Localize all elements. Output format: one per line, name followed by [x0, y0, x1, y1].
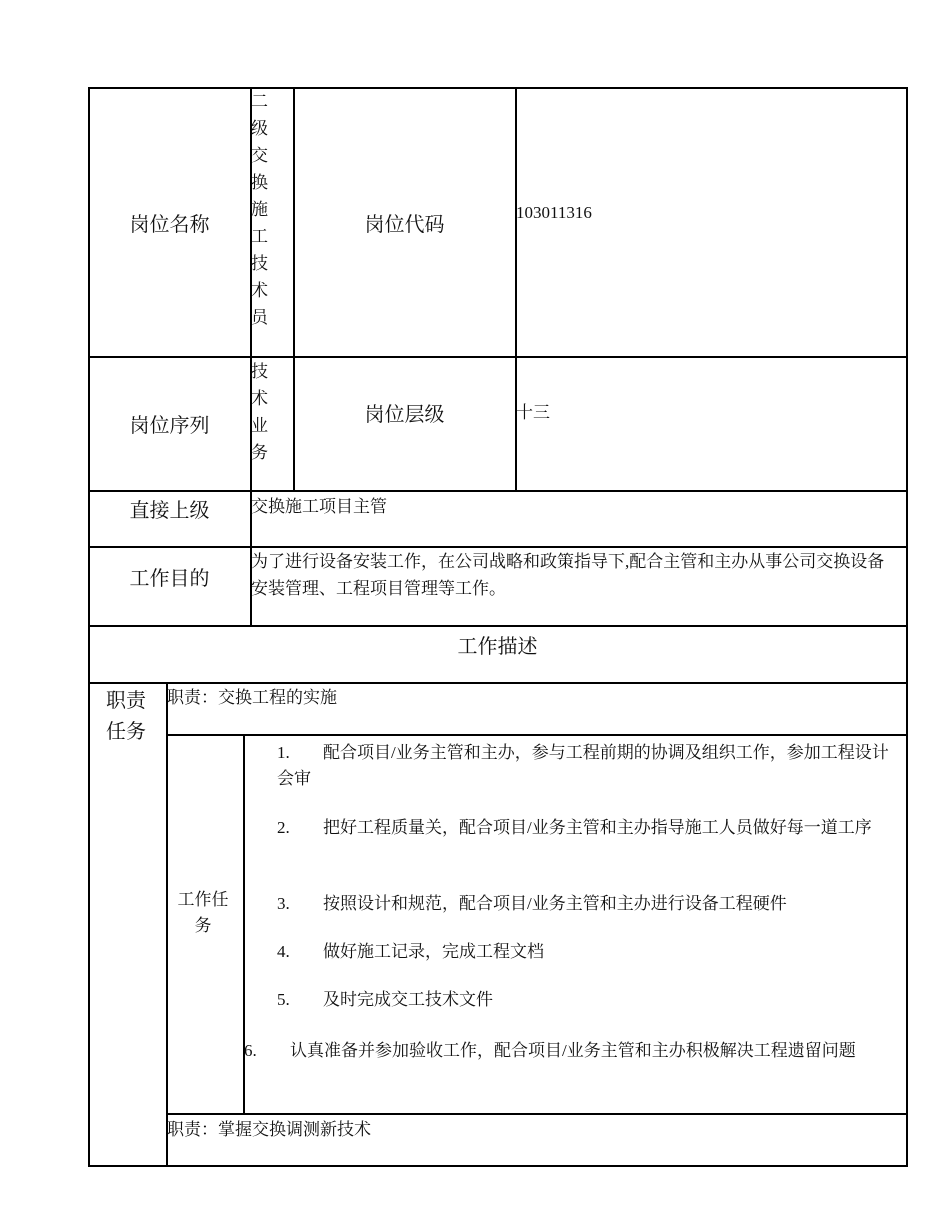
table-border: [88, 1165, 907, 1167]
supervisor-label: 直接上级: [129, 499, 210, 522]
task-text: 把好工程质量关，配合项目/业务主管和主办指导施工人员做好每一道工序: [323, 818, 872, 837]
duty-2-title: 职责：掌握交换调测新技术: [167, 1120, 371, 1139]
position-level-value: 十三: [516, 403, 550, 422]
position-code-label: 岗位代码: [364, 213, 445, 236]
position-name-label: 岗位名称: [129, 213, 210, 236]
purpose-value: 为了进行设备安装工作，在公司战略和政策指导下,配合主管和主办从事公司交换设备安装管理、工程项目管理等工作。: [251, 552, 885, 598]
position-name-value: 二级交换施工技术员: [251, 92, 268, 327]
task-item-6: [244, 1038, 896, 1064]
table-border: [166, 1113, 907, 1115]
table-border: [166, 734, 907, 736]
supervisor-value: 交换施工项目主管: [251, 497, 387, 516]
work-tasks-label: 工作任务: [177, 890, 229, 935]
work-description-header: 工作描述: [457, 635, 538, 658]
task-number: 4.: [277, 942, 290, 961]
task-text: 及时完成交工技术文件: [323, 990, 493, 1009]
table-border: [906, 87, 908, 1167]
task-item-2: [277, 815, 891, 841]
duty-1-title: 职责：交换工程的实施: [167, 688, 337, 707]
task-text: 按照设计和规范，配合项目/业务主管和主办进行设备工程硬件: [323, 894, 787, 913]
task-number: 5.: [277, 990, 290, 1009]
task-text: 认真准备并参加验收工作，配合项目/业务主管和主办积极解决工程遗留问题: [290, 1041, 856, 1060]
task-item-1: [277, 740, 891, 792]
task-item-5: [277, 987, 891, 1013]
position-sequence-value: 技术业务: [251, 362, 268, 462]
task-number: 6.: [244, 1041, 257, 1060]
task-number: 2.: [277, 818, 290, 837]
purpose-label: 工作目的: [129, 567, 210, 590]
position-sequence-label: 岗位序列: [129, 415, 210, 437]
task-item-3: [277, 891, 891, 917]
table-border: [166, 682, 168, 1166]
position-level-label: 岗位层级: [364, 404, 445, 426]
task-number: 3.: [277, 894, 290, 913]
task-text: 配合项目/业务主管和主办，参与工程前期的协调及组织工作，参加工程设计会审: [277, 743, 889, 788]
task-item-4: [277, 939, 891, 965]
task-number: 1.: [277, 743, 290, 762]
table-border: [515, 87, 517, 491]
task-text: 做好施工记录，完成工程文档: [323, 942, 544, 961]
duties-label: 职责任务: [106, 690, 146, 743]
position-code-value: 103011316: [516, 203, 592, 222]
